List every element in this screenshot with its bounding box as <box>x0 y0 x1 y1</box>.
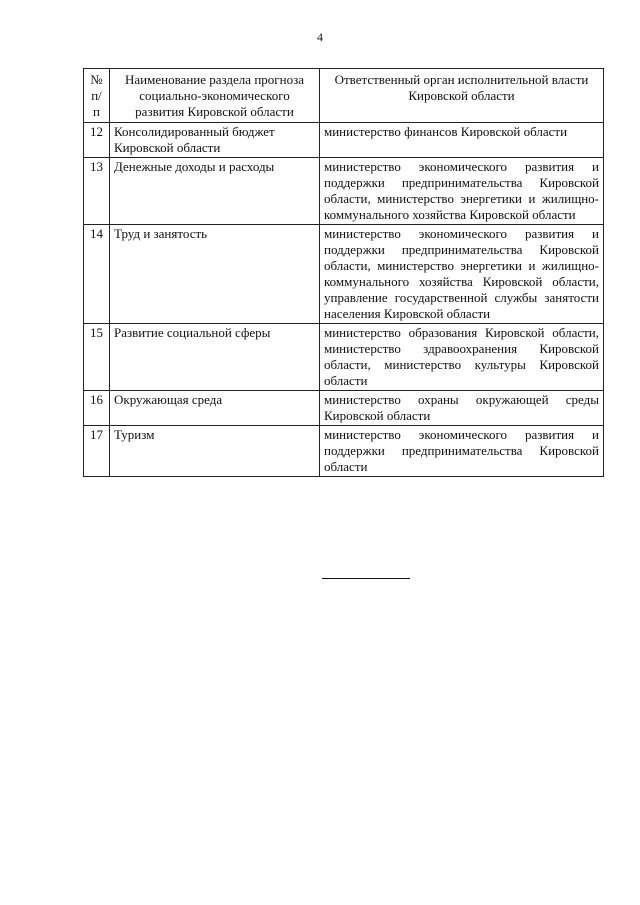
row-number: 17 <box>84 426 110 477</box>
row-responsible-body: министерство экономического развития и поддержки предпринимательства Кировской области, министерство энергетики и жилищно-коммунального хозяйства Кировской области <box>320 158 604 225</box>
header-section-name: Наименование раздела прогноза социально-экономического развития Кировской области <box>110 69 320 123</box>
table-row <box>84 225 604 324</box>
header-number: № п/п <box>84 69 110 123</box>
row-responsible-body: министерство охраны окружающей среды Кировской области <box>320 391 604 426</box>
table-row <box>84 391 604 426</box>
table-header-row <box>84 69 604 123</box>
table-row <box>84 123 604 158</box>
row-number: 12 <box>84 123 110 158</box>
row-section-name: Денежные доходы и расходы <box>110 158 320 225</box>
row-responsible-body: министерство финансов Кировской области <box>320 123 604 158</box>
responsibility-table <box>83 68 604 477</box>
table-row <box>84 158 604 225</box>
row-section-name: Консолидированный бюджет Кировской области <box>110 123 320 158</box>
row-section-name: Туризм <box>110 426 320 477</box>
row-number: 14 <box>84 225 110 324</box>
row-section-name: Окружающая среда <box>110 391 320 426</box>
row-section-name: Труд и занятость <box>110 225 320 324</box>
table-row <box>84 426 604 477</box>
row-section-name: Развитие социальной сферы <box>110 324 320 391</box>
row-responsible-body: министерство экономического развития и поддержки предпринимательства Кировской области, министерство энергетики и жилищно-коммунального хозяйства Кировской области, управление государственной службы занятости населения Кировской области <box>320 225 604 324</box>
row-responsible-body: министерство образования Кировской области, министерство здравоохранения Кировской области, министерство культуры Кировской области <box>320 324 604 391</box>
row-number: 16 <box>84 391 110 426</box>
row-responsible-body: министерство экономического развития и поддержки предпринимательства Кировской области <box>320 426 604 477</box>
page-number: 4 <box>317 30 323 44</box>
row-number: 13 <box>84 158 110 225</box>
table-row <box>84 324 604 391</box>
row-number: 15 <box>84 324 110 391</box>
header-responsible-body: Ответственный орган исполнительной власти Кировской области <box>320 69 604 123</box>
end-of-document-rule <box>322 578 410 579</box>
